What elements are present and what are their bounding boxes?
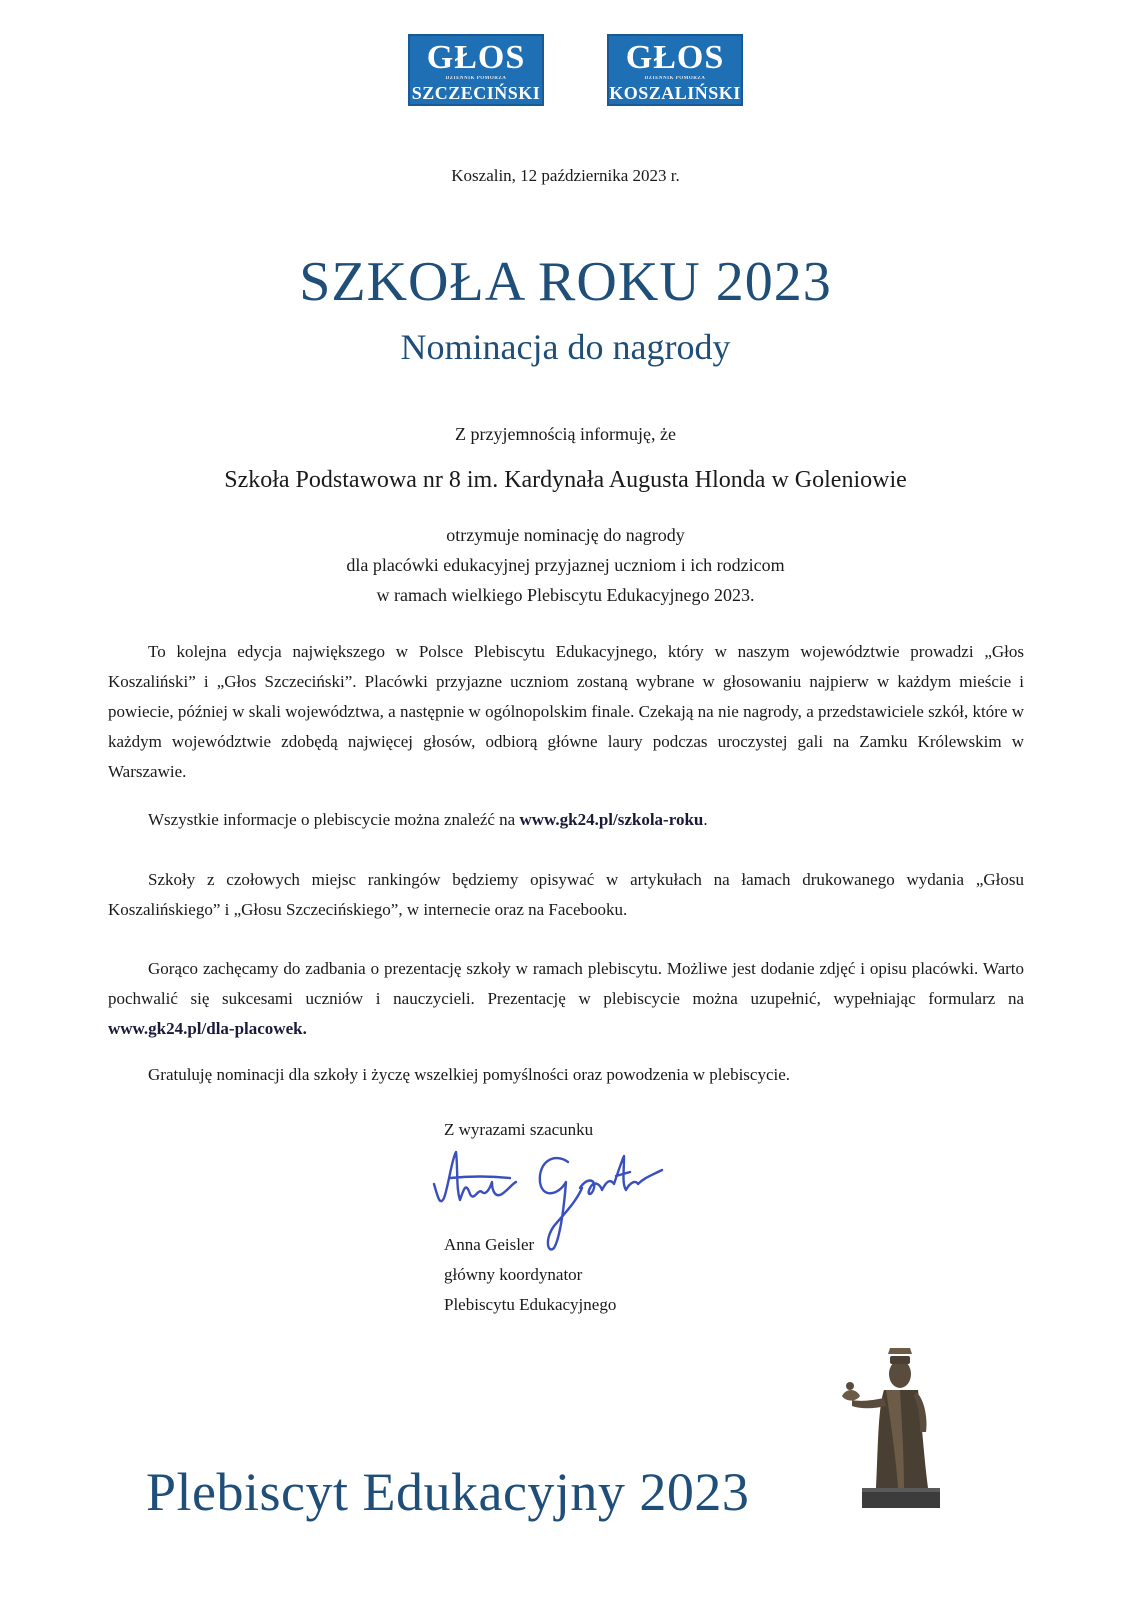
dla-placowek-link[interactable]: www.gk24.pl/dla-placowek. <box>108 1019 307 1038</box>
footer-title: Plebiscyt Edukacyjny 2023 <box>146 1462 750 1522</box>
page-subtitle: Nominacja do nagrody <box>400 327 731 367</box>
paragraph-info-text: Wszystkie informacje o plebiscycie można znaleźć na <box>148 810 520 829</box>
szkola-roku-link[interactable]: www.gk24.pl/szkola-roku <box>519 810 704 829</box>
glos-koszalinski-logo <box>607 34 743 106</box>
statuette-image <box>838 1328 958 1508</box>
newspaper-logos <box>0 34 1131 106</box>
signer-name: Anna Geisler <box>444 1235 535 1254</box>
logo-top-text: GŁOS <box>426 39 526 76</box>
paragraph-rankings: Szkoły z czołowych miejsc rankingów będziemy opisywać w artykułach na łamach drukowanego wydania „Głosu Koszalińskiego” i „Głosu Szczecińskiego”, w internecie oraz na Facebooku. <box>108 870 1024 919</box>
nomination-line: w ramach wielkiego Plebiscytu Edukacyjnego 2023. <box>376 585 755 605</box>
page-title: SZKOŁA ROKU 2023 <box>299 251 832 313</box>
paragraph-congratulations: Gratuluję nominacji dla szkoły i życzę wszelkiej pomyślności oraz powodzenia w plebiscycie. <box>148 1065 791 1084</box>
paragraph-info-end: . <box>703 810 708 829</box>
nomination-line: dla placówki edukacyjnej przyjaznej uczniom i ich rodzicom <box>346 555 785 575</box>
signer-block <box>444 1230 616 1320</box>
intro-line: Z przyjemnością informuję, że <box>455 424 676 444</box>
closing-phrase: Z wyrazami szacunku <box>444 1120 594 1139</box>
nomination-line: otrzymuje nominację do nagrody <box>446 525 685 545</box>
letter-date: Koszalin, 12 października 2023 r. <box>451 166 680 185</box>
signer-org: Plebiscytu Edukacyjnego <box>444 1295 617 1314</box>
logo-bottom-text: KOSZALIŃSKI <box>609 83 741 103</box>
logo-tagline: DZIENNIK POMORZA <box>644 76 706 81</box>
school-name: Szkoła Podstawowa nr 8 im. Kardynała Augusta Hlonda w Goleniowie <box>224 467 907 493</box>
logo-bottom-text: SZCZECIŃSKI <box>411 83 541 103</box>
paragraph-edition: To kolejna edycja największego w Polsce Plebiscytu Edukacyjnego, który w naszym województwie prowadzi „Głos Koszaliński” i „Głos Szczeciński”. Placówki przyjazne uczniom zostaną wybrane w głosowaniu najpierw w każdym mieście i powiecie, później w skali województwa, a następnie w ogólnopolskim finale. Czekają na nie nagrody, a przedstawiciele szkół, które w każdym województwie zdobędą najwięcej głosów, odbiorą główne laury podczas uroczystej gali na Zamku Królewskim w Warszawie. <box>108 642 1024 781</box>
paragraph-presentation <box>108 954 1024 1044</box>
nomination-text <box>0 520 1131 610</box>
paragraph-presentation-text: Gorąco zachęcamy do zadbania o prezentację szkoły w ramach plebiscytu. Możliwe jest dodanie zdjęć i opisu placówki. Warto pochwalić się sukcesami uczniów i nauczycieli. Prezentację w plebiscycie można uzupełnić, wypełniając formularz na <box>108 959 1024 1008</box>
paragraph-info <box>108 805 1024 835</box>
logo-tagline: DZIENNIK POMORZA <box>445 76 507 81</box>
glos-szczecinski-logo <box>408 34 544 106</box>
signer-role: główny koordynator <box>444 1265 583 1284</box>
logo-top-text: GŁOS <box>625 39 725 76</box>
